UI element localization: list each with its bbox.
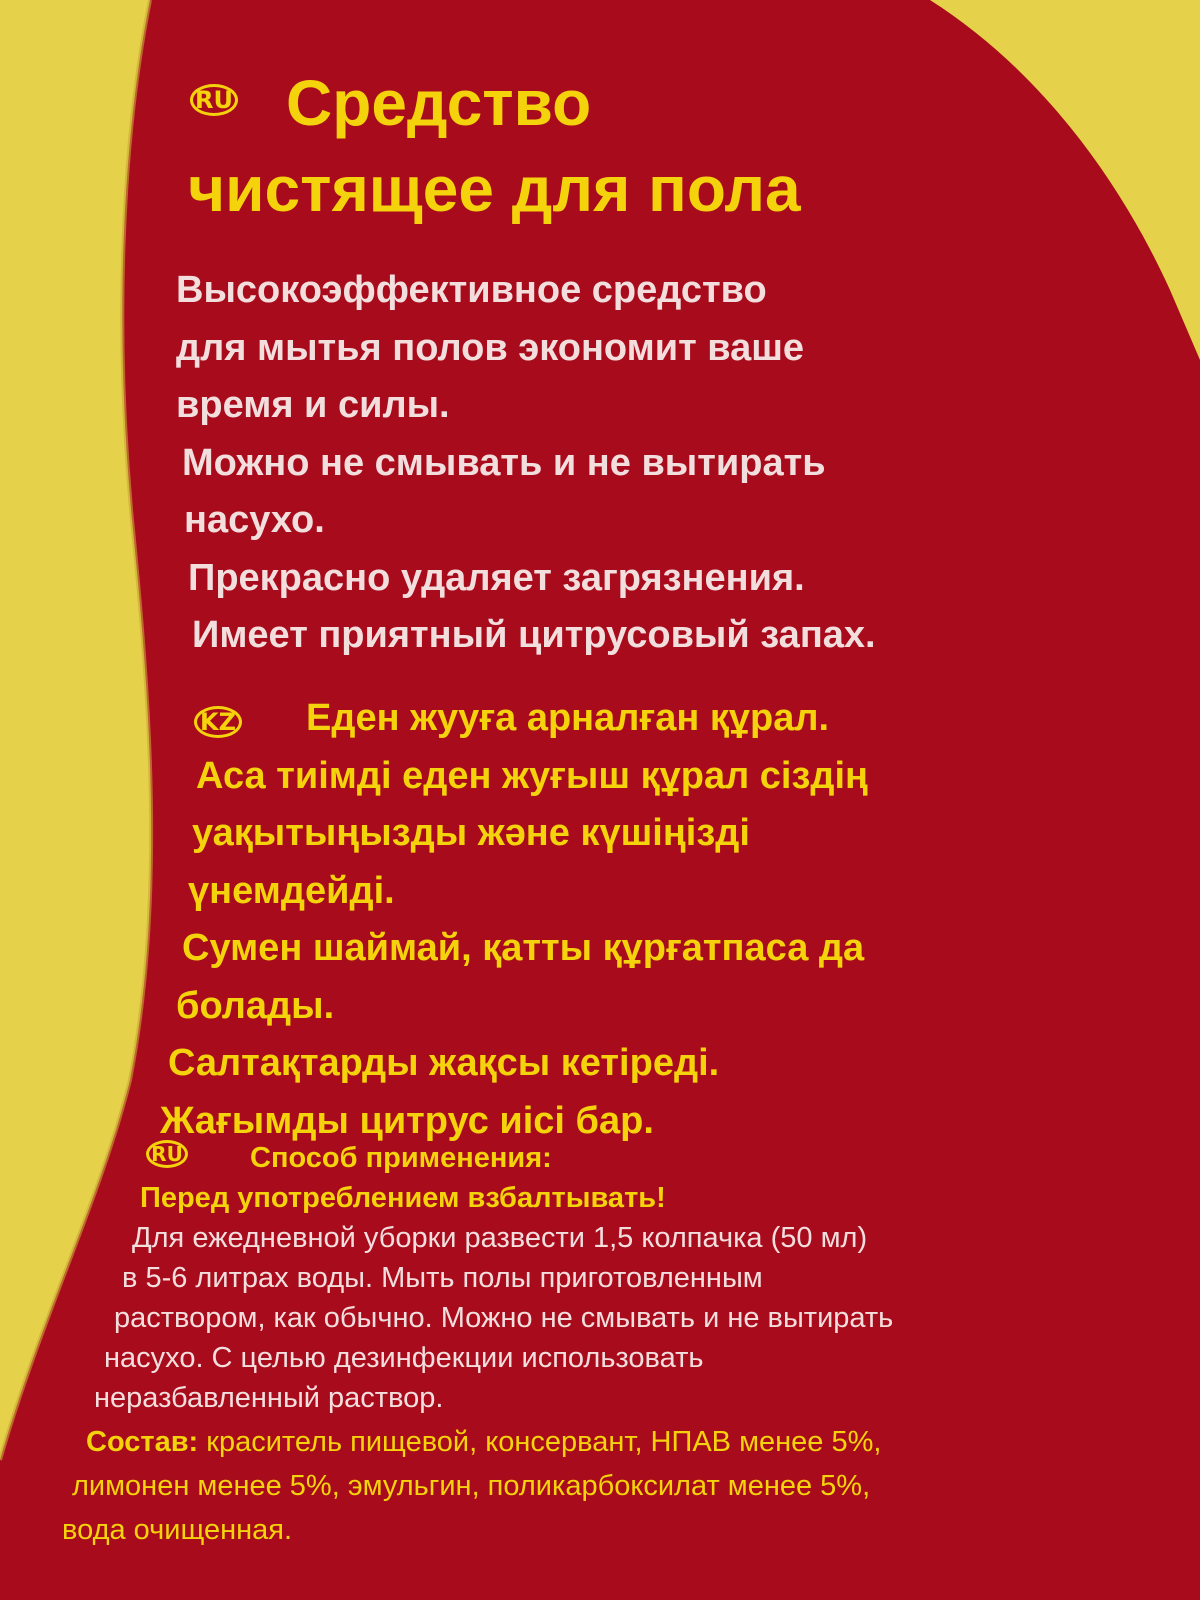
composition-line: лимонен менее 5%, эмульгин, поликарбоксилат менее 5%, (72, 1470, 871, 1502)
composition-label: Состав: (86, 1426, 199, 1458)
usage-line: раствором, как обычно. Можно не смывать и не вытирать (114, 1302, 894, 1334)
usage-line: Для ежедневной уборки развести 1,5 колпачка (50 мл) (132, 1222, 868, 1254)
title-line-1: Средство (286, 67, 592, 139)
ru-desc-line: Можно не смывать и не вытирать (182, 441, 826, 484)
kz-line: үнемдейді. (188, 869, 395, 912)
ru-desc-line: время и силы. (176, 384, 450, 426)
ru-description (176, 262, 1136, 665)
ru-desc-line: для мытья полов экономит ваше (176, 326, 805, 369)
kz-line: болады. (176, 984, 335, 1027)
usage-line: в 5-6 литрах воды. Мыть полы приготовленным (122, 1262, 763, 1294)
usage-line: насухо. С целью дезинфекции использовать (104, 1342, 704, 1374)
usage-shake-warning: Перед употреблением взбалтывать! (140, 1182, 666, 1214)
ru-desc-line: Высокоэффективное средство (176, 269, 767, 311)
composition-line: вода очищенная. (62, 1514, 293, 1546)
kz-line: уақытыңызды және күшіңізді (192, 812, 750, 854)
ru-desc-line: Прекрасно удаляет загрязнения. (188, 556, 805, 599)
kz-line: Жағымды цитрус иісі бар. (160, 1099, 654, 1142)
kz-line: Салтақтарды жақсы кетіреді. (168, 1042, 720, 1084)
usage-heading: Способ применения: (250, 1142, 552, 1174)
product-title (188, 60, 1088, 232)
composition-text: краситель пищевой, консервант, НПАВ менее 5%, (198, 1426, 882, 1458)
kz-description (160, 690, 1160, 1150)
kz-heading: Еден жууға арналған құрал. (306, 697, 830, 739)
kz-language-badge: KZ (194, 706, 242, 738)
kz-line: Сумен шаймай, қатты құрғатпаса да (182, 927, 865, 969)
composition-line (86, 1422, 881, 1462)
title-line-2: чистящее для пола (188, 153, 801, 225)
usage-line: неразбавленный раствор. (94, 1382, 444, 1414)
ru-usage-badge: RU (146, 1140, 188, 1168)
ru-desc-line: Имеет приятный цитрусовый запах. (192, 614, 876, 656)
ru-language-badge: RU (190, 84, 238, 116)
ru-desc-line: насухо. (184, 499, 325, 541)
kz-line: Аса тиімді еден жуғыш құрал сіздің (196, 754, 868, 797)
